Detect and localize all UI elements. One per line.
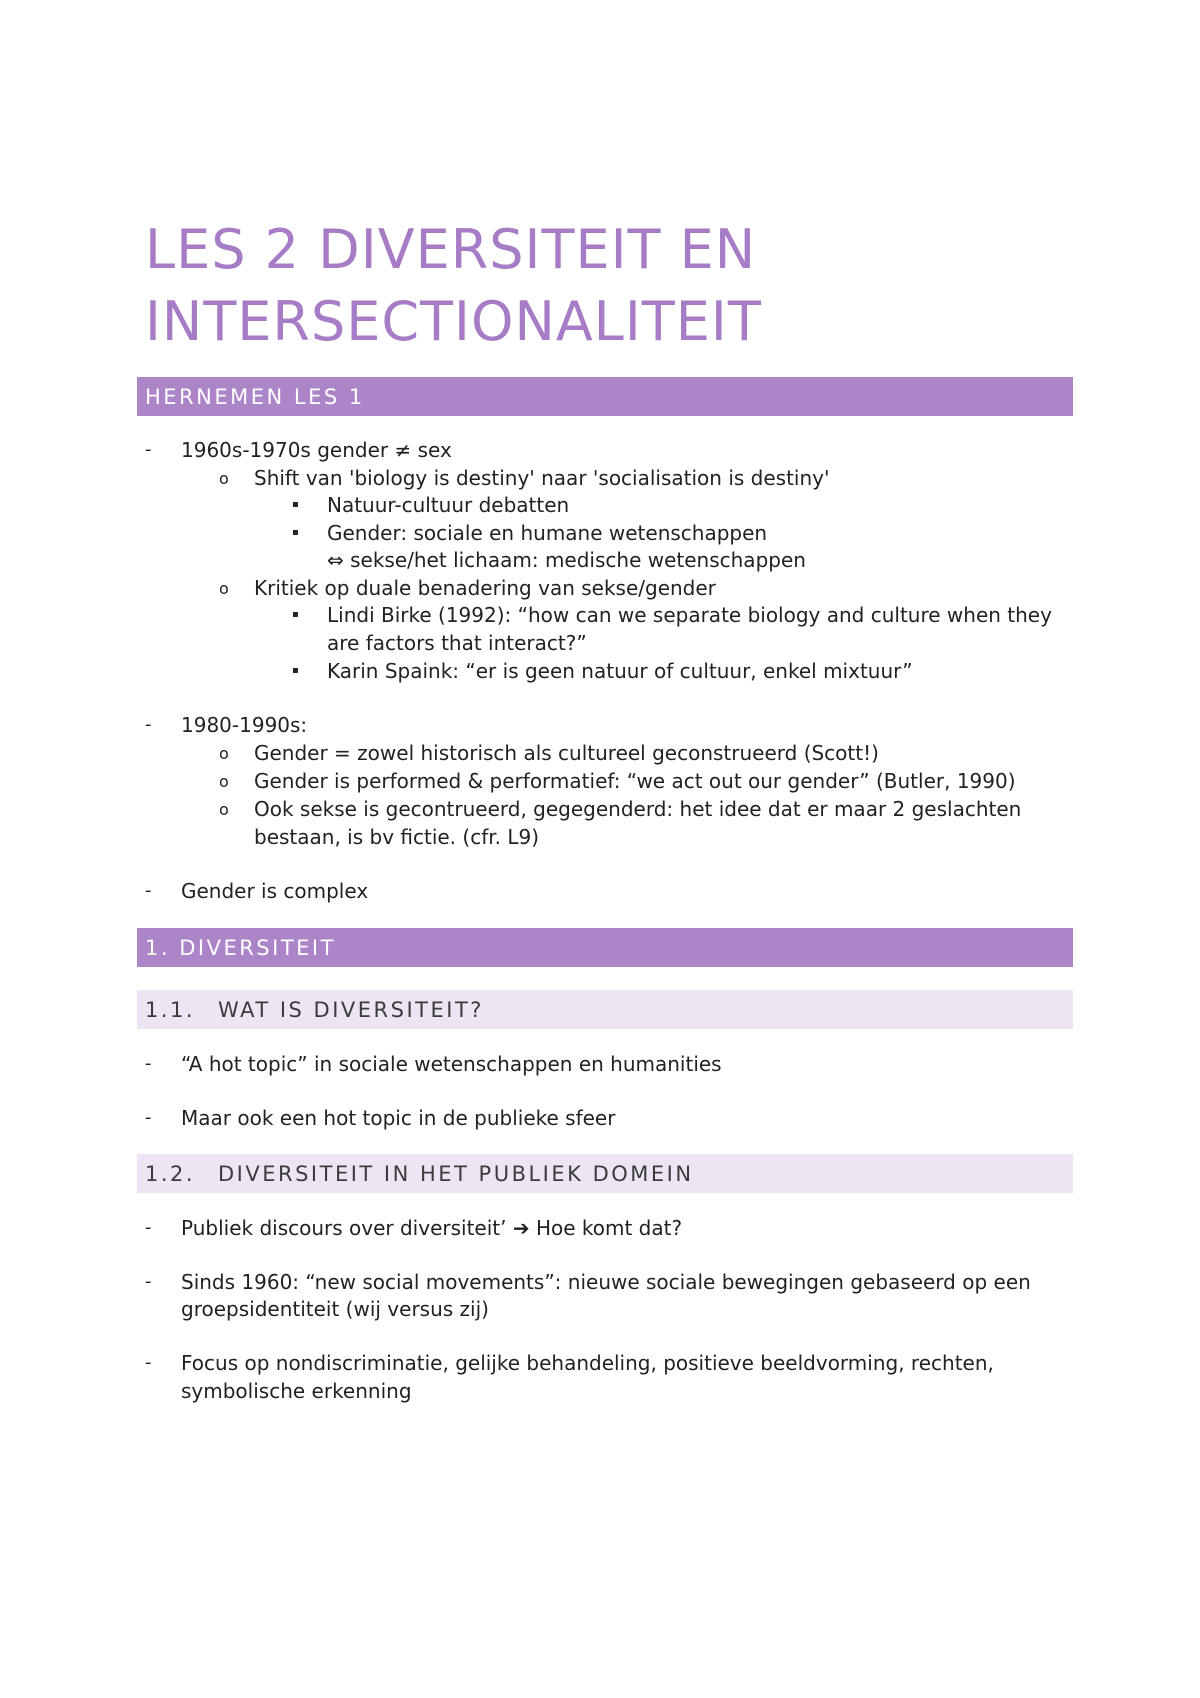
section-heading-hernemen: [137, 377, 1073, 416]
dash-bullet: -: [145, 1352, 152, 1373]
circle-bullet: o: [219, 579, 229, 598]
list-item-continuation: groepsidentiteit (wij versus zij): [181, 1297, 489, 1321]
list-item: Sinds 1960: “new social movements”: nieuwe sociale bewegingen gebaseerd op een: [181, 1270, 1031, 1294]
list-item-continuation: bestaan, is bv fictie. (cfr. L9): [254, 825, 540, 849]
square-bullet: ▪: [292, 609, 299, 620]
square-bullet: ▪: [292, 665, 299, 676]
list-item: Publiek discours over diversiteit’ ➔ Hoe komt dat?: [181, 1216, 683, 1240]
subsection-number: 1.2.: [145, 1161, 196, 1186]
title-line-1: LES 2 DIVERSITEIT EN: [145, 218, 757, 281]
list-item-continuation: ⇔ sekse/het lichaam: medische wetenschappen: [327, 548, 806, 572]
list-item: Gender is performed & performatief: “we act out our gender” (Butler, 1990): [254, 769, 1016, 793]
list-item: Shift van 'biology is destiny' naar 'socialisation is destiny': [254, 466, 830, 490]
list-item: Ook sekse is gecontrueerd, gegegenderd: het idee dat er maar 2 geslachten: [254, 797, 1022, 821]
list-item: Kritiek op duale benadering van sekse/gender: [254, 576, 716, 600]
list-item: Lindi Birke (1992): “how can we separate biology and culture when they: [327, 603, 1052, 627]
circle-bullet: o: [219, 772, 229, 791]
list-item: Gender is complex: [181, 879, 369, 903]
list-item: 1960s-1970s gender ≠ sex: [181, 438, 452, 462]
subsection-heading-publiek-domein: [137, 1154, 1073, 1193]
circle-bullet: o: [219, 800, 229, 819]
dash-bullet: -: [145, 1217, 152, 1238]
list-item: Karin Spaink: “er is geen natuur of cultuur, enkel mixtuur”: [327, 659, 913, 683]
list-item: Gender = zowel historisch als cultureel geconstrueerd (Scott!): [254, 741, 879, 765]
list-item: 1980-1990s:: [181, 713, 308, 737]
list-item-continuation: symbolische erkenning: [181, 1379, 412, 1403]
subsection-number: 1.1.: [145, 997, 196, 1022]
circle-bullet: o: [219, 744, 229, 763]
document-title: [145, 214, 762, 358]
dash-bullet: -: [145, 714, 152, 735]
subsection-heading-wat-is-diversiteit: [137, 990, 1073, 1029]
title-line-2: INTERSECTIONALITEIT: [145, 290, 762, 353]
dash-bullet: -: [145, 1271, 152, 1292]
list-item: Focus op nondiscriminatie, gelijke behandeling, positieve beeldvorming, rechten,: [181, 1351, 994, 1375]
dash-bullet: -: [145, 1053, 152, 1074]
dash-bullet: -: [145, 1107, 152, 1128]
list-item: “A hot topic” in sociale wetenschappen en humanities: [181, 1052, 722, 1076]
section-heading-diversiteit: [137, 928, 1073, 967]
list-item: Maar ook een hot topic in de publieke sfeer: [181, 1106, 616, 1130]
section-heading-text: 1. DIVERSITEIT: [145, 935, 336, 960]
subsection-heading-text: WAT IS DIVERSITEIT?: [218, 997, 484, 1022]
list-item: Natuur-cultuur debatten: [327, 493, 570, 517]
square-bullet: ▪: [292, 499, 299, 510]
dash-bullet: -: [145, 880, 152, 901]
subsection-heading-text: DIVERSITEIT IN HET PUBLIEK DOMEIN: [218, 1161, 694, 1186]
dash-bullet: -: [145, 439, 152, 460]
square-bullet: ▪: [292, 527, 299, 538]
list-item-continuation: are factors that interact?”: [327, 631, 587, 655]
section-heading-text: HERNEMEN LES 1: [145, 384, 365, 409]
circle-bullet: o: [219, 469, 229, 488]
list-item: Gender: sociale en humane wetenschappen: [327, 521, 768, 545]
